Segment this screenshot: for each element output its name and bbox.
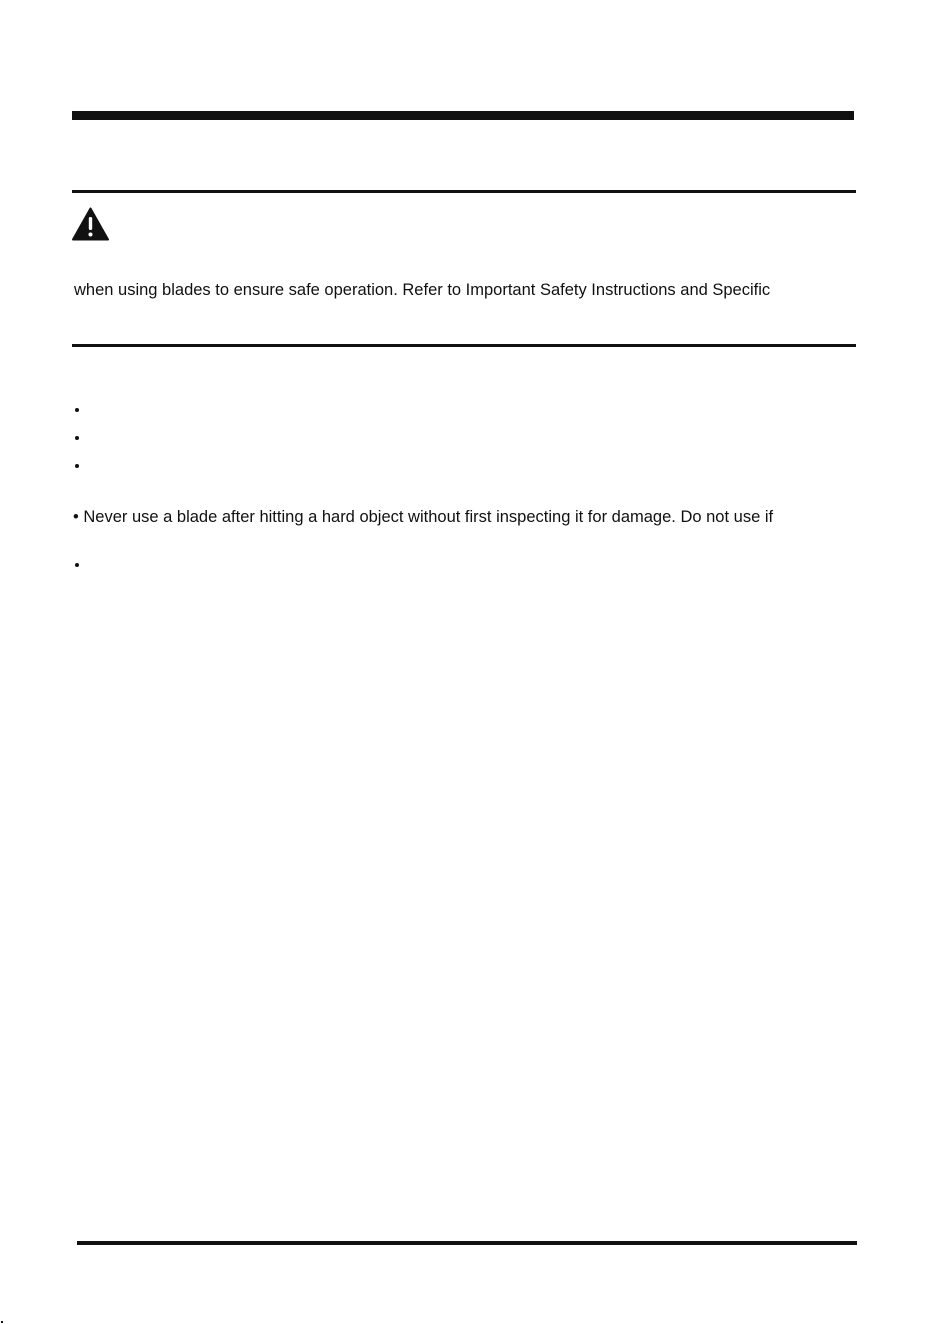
warning-triangle-icon [72, 207, 109, 241]
warning-box-bottom-rule [72, 344, 856, 347]
bullet-marker [75, 408, 79, 412]
bullet-marker [75, 563, 79, 567]
bullet-item-blade-inspection: • Never use a blade after hitting a hard object without first inspecting it for damage. Do not use if [73, 508, 774, 526]
warning-text: when using blades to ensure safe operation. Refer to Important Safety Instructions and Specific [74, 281, 771, 299]
top-rule [72, 111, 854, 120]
corner-mark [1, 1321, 3, 1323]
warning-box-top-rule [72, 190, 856, 193]
bullet-marker [75, 436, 79, 440]
footer-rule [77, 1241, 857, 1245]
bullet-marker [75, 464, 79, 468]
